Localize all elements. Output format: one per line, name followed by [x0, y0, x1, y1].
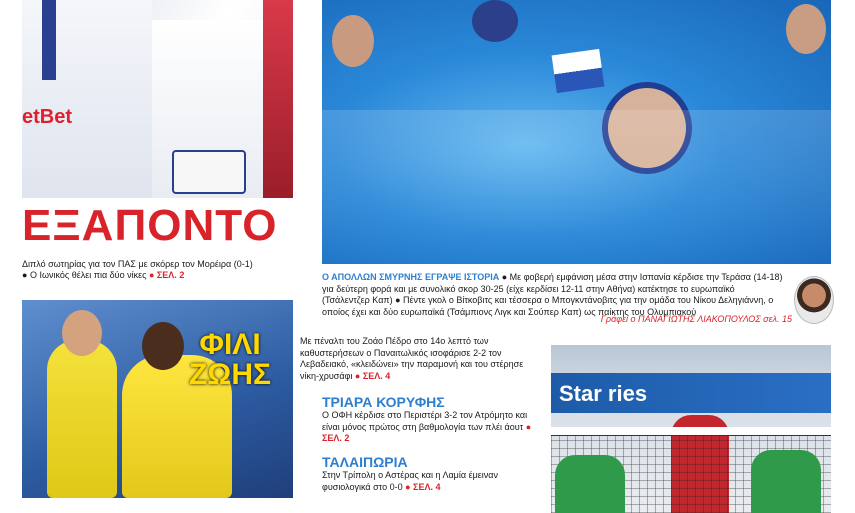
player-yellow-1	[47, 340, 117, 498]
photo-title-line-1: ΦΙΛΙ	[199, 328, 261, 361]
main-headline: ΕΞΑΠΟΝΤΟ	[22, 201, 278, 250]
shirt-sponsor: etBet	[22, 106, 73, 128]
article-body: Με πέναλτι του Ζοάο Πέδρο στο 14ο λεπτό των καθυστερήσεων ο Παναιτωλικός ισοφάρισε 2-2 τον Λεβαδειακό, «κλειδώνει» την παραμονή και του στέρησε νίκη-χρυσάφι	[300, 336, 524, 381]
bullet: ●	[22, 270, 28, 280]
player-green	[751, 450, 821, 513]
page-ref: ● ΣΕΛ. 2	[148, 270, 185, 280]
author-avatar	[794, 276, 834, 324]
volleyball-photo	[551, 345, 831, 513]
swimmer-head	[786, 4, 826, 54]
article-body: Στην Τρίπολη ο Αστέρας και η Λαμία έμειναν φυσιολογικά στο 0-0	[322, 470, 498, 492]
page-ref: ● ΣΕΛ. 2	[322, 421, 532, 443]
shirt-stripe	[42, 0, 56, 80]
club-crest	[172, 150, 246, 194]
author-byline: Γράφει ο ΠΑΝΑΓΙΩΤΗΣ ΛΙΑΚΟΠΟΥΛΟΣ σελ. 15	[600, 314, 792, 324]
article-asteras	[322, 470, 532, 493]
player-green	[555, 455, 625, 513]
article-penalty	[300, 336, 530, 382]
photo-title-line-2: ΖΩΗΣ	[188, 358, 272, 391]
water-splash	[322, 110, 831, 264]
celebration-photo	[22, 300, 293, 498]
swimmer-head	[472, 0, 518, 42]
article-heading-talaiporia: ΤΑΛΑΙΠΩΡΙΑ	[322, 454, 408, 470]
headline-subtext	[22, 259, 294, 281]
player-head	[62, 310, 102, 356]
page-ref: ● ΣΕΛ. 4	[405, 481, 441, 492]
caption-lead: Ο ΑΠΟΛΛΩΝ ΣΜΥΡΝΗΣ ΕΓΡΑΨΕ ΙΣΤΟΡΙΑ	[322, 272, 500, 282]
swimmer-head	[332, 15, 374, 67]
water-polo-photo	[322, 0, 831, 264]
net-band	[551, 427, 831, 436]
football-photo	[22, 0, 293, 198]
water-polo-caption	[322, 272, 784, 318]
subtext-line-1: Διπλό σωτηρίας για τον ΠΑΣ με σκόρερ τον Μορέιρα (0-1)	[22, 259, 253, 269]
article-ofi	[322, 410, 532, 445]
subtext-line-2-text: Ο Ιωνικός θέλει πια δύο νίκες	[29, 270, 147, 280]
article-body: Ο ΟΦΗ κέρδισε στο Περιστέρι 3-2 τον Ατρόμητο και είναι μόνος πρώτος στη βαθμολογία των πλέι άουτ	[322, 410, 528, 432]
caption-body: ● Με φοβερή εμφάνιση μέσα στην Ισπανία κέρδισε την Τεράσα (14-18) για δεύτερη φορά και με συνολικό σκορ 30-25 (είχε κερδίσει 12-11 στην Αθήνα) κατέκτησε το ευρωπαϊκό (Τσάλεντζερ Καπ) ● Πέντε γκολ ο Βίτκοβιτς και τέσσερα ο Μπογκντάνοβιτς για την ομάδα του Νίκου Δεληγιάννη, ο οποίος έχει και δύο ευρωπαϊκά (Τσάμπιονς Λιγκ και Σούπερ Καπ) ως παίκτης του Ολυμπιακού	[322, 272, 783, 317]
article-heading-triara: ΤΡΙΑΡΑ ΚΟΡΥΦΗΣ	[322, 394, 445, 410]
banner-text: Star ries	[559, 381, 648, 406]
background-panel	[263, 0, 293, 198]
greek-flag	[552, 49, 605, 93]
page-ref: ● ΣΕΛ. 4	[354, 370, 391, 381]
subtext-line-2	[22, 270, 294, 281]
photo-title	[175, 330, 285, 390]
sponsor-banner	[551, 373, 831, 413]
